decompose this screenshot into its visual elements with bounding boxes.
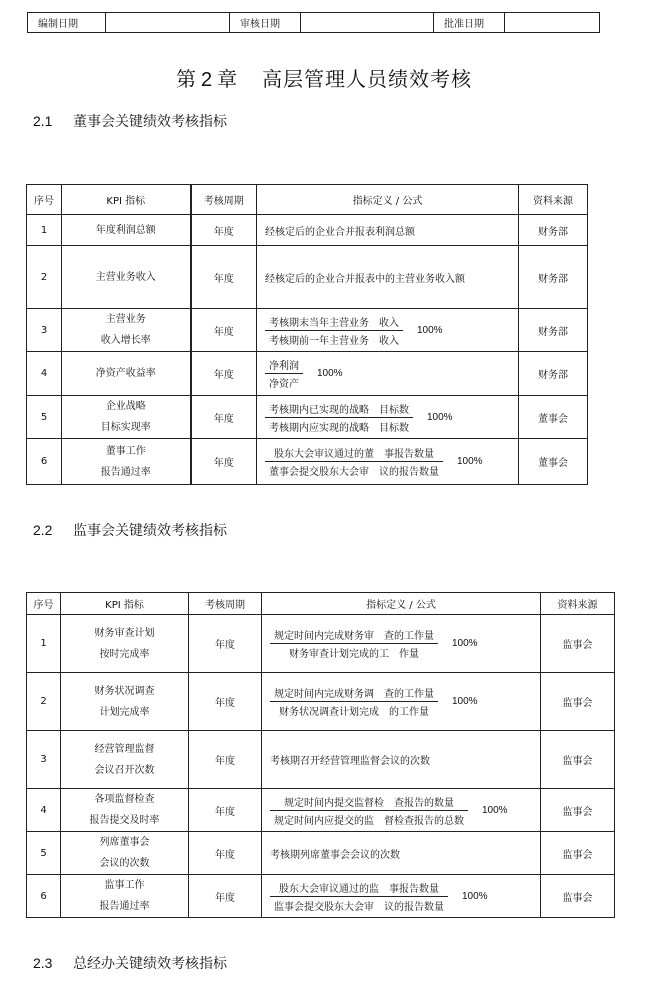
row-definition <box>262 789 541 832</box>
formula-numerator: 规定时间内完成财务审 查的工作量 <box>270 627 438 644</box>
row-kpi-name <box>62 439 191 485</box>
row-seq: 1 <box>27 615 61 673</box>
formula <box>265 401 453 434</box>
kpi-name-line: 列席董事会 <box>99 837 150 848</box>
column-header-definition: 指标定义 / 公式 <box>257 185 519 215</box>
row-period: 年度 <box>191 352 257 396</box>
fraction <box>270 794 468 827</box>
row-definition <box>257 439 519 485</box>
row-period: 年度 <box>191 215 257 246</box>
row-period: 年度 <box>189 673 262 731</box>
table-row <box>27 309 588 352</box>
fraction <box>265 445 443 478</box>
row-definition <box>262 875 541 918</box>
kpi-name-line: 报告通过率 <box>99 901 150 912</box>
row-source: 财务部 <box>519 352 588 396</box>
kpi-name-line: 按时完成率 <box>99 648 150 660</box>
row-period: 年度 <box>189 615 262 673</box>
row-kpi-name <box>61 789 189 832</box>
fraction <box>265 357 303 390</box>
row-source: 财务部 <box>519 215 588 246</box>
definition-text: 经核定后的企业合并报表利润总额 <box>265 226 415 238</box>
row-definition <box>257 246 519 309</box>
kpi-name-line: 会议的次数 <box>99 858 150 869</box>
kpi-name-line: 年度利润总额 <box>95 224 156 236</box>
column-header-kpi: KPI 指标 <box>61 593 189 615</box>
row-seq: 5 <box>27 832 61 875</box>
row-period: 年度 <box>191 439 257 485</box>
kpi-name-line: 报告通过率 <box>100 466 151 478</box>
table-row <box>27 246 588 309</box>
table-row <box>27 215 588 246</box>
row-seq: 5 <box>27 396 62 439</box>
definition-text: 考核期召开经营管理监督会议的次数 <box>270 756 430 767</box>
row-source: 财务部 <box>519 246 588 309</box>
board-kpi-table <box>26 184 588 485</box>
formula-percent: 100% <box>462 890 488 902</box>
row-kpi-name <box>62 215 191 246</box>
row-period: 年度 <box>189 789 262 832</box>
table-row <box>27 731 615 789</box>
row-kpi-name <box>61 615 189 673</box>
row-kpi-name <box>62 309 191 352</box>
chapter-suffix: 章 <box>217 67 239 91</box>
column-header-period: 考核周期 <box>189 593 262 615</box>
row-kpi-name <box>61 731 189 789</box>
kpi-name-line: 净资产收益率 <box>95 368 156 379</box>
formula-percent: 100% <box>452 696 478 707</box>
fraction <box>265 314 403 347</box>
kpi-name-line: 财务状况调查 <box>94 685 155 697</box>
formula-percent: 100% <box>452 638 478 649</box>
section-number: 2.2 <box>33 522 53 538</box>
column-header-seq: 序号 <box>27 185 62 215</box>
section-heading-2-1 <box>33 111 227 131</box>
approve-date-label: 批准日期 <box>434 13 505 33</box>
row-source: 董事会 <box>519 439 588 485</box>
section-number: 2.1 <box>33 113 53 129</box>
row-source: 监事会 <box>541 832 615 875</box>
row-seq: 3 <box>27 731 61 789</box>
table-row <box>27 673 615 731</box>
row-seq: 1 <box>27 215 62 246</box>
section-title: 董事会关键绩效考核指标 <box>73 114 227 130</box>
row-kpi-name <box>61 875 189 918</box>
formula-numerator: 股东大会审议通过的董 事报告数量 <box>265 445 443 462</box>
row-definition <box>257 352 519 396</box>
row-definition <box>262 673 541 731</box>
table-row <box>27 439 588 485</box>
kpi-name-line: 报告提交及时率 <box>89 815 160 826</box>
row-source: 监事会 <box>541 615 615 673</box>
row-period: 年度 <box>189 875 262 918</box>
row-definition <box>257 309 519 352</box>
row-kpi-name <box>61 673 189 731</box>
kpi-name-line: 主营业务收入 <box>95 271 156 283</box>
table-row <box>27 396 588 439</box>
row-period: 年度 <box>189 731 262 789</box>
formula-percent: 100% <box>417 324 443 336</box>
formula-denominator: 监事会提交股东大会审 议的报告数量 <box>274 901 444 913</box>
row-source: 财务部 <box>519 309 588 352</box>
row-seq: 6 <box>27 439 62 485</box>
section-number: 2.3 <box>33 955 53 971</box>
formula <box>265 357 343 390</box>
row-period: 年度 <box>191 309 257 352</box>
row-seq: 4 <box>27 352 62 396</box>
formula <box>270 794 508 827</box>
row-seq: 2 <box>27 673 61 731</box>
kpi-name-line: 企业战略 <box>105 401 146 412</box>
kpi-name-line: 董事工作 <box>105 445 146 457</box>
row-source: 监事会 <box>541 673 615 731</box>
row-source: 监事会 <box>541 789 615 832</box>
section-title: 总经办关键绩效考核指标 <box>73 956 227 972</box>
row-kpi-name <box>62 396 191 439</box>
approve-date-value <box>505 13 600 33</box>
row-source: 监事会 <box>541 875 615 918</box>
formula-percent: 100% <box>317 368 343 379</box>
compile-date-value <box>106 13 230 33</box>
row-source: 董事会 <box>519 396 588 439</box>
supervisory-kpi-table <box>26 592 615 918</box>
kpi-name-line: 各项监督检查 <box>94 794 155 805</box>
formula-denominator: 考核期前一年主营业务 收入 <box>269 335 399 347</box>
column-header-source: 资料来源 <box>541 593 615 615</box>
kpi-name-line: 监事工作 <box>104 880 145 891</box>
row-seq: 3 <box>27 309 62 352</box>
review-date-value <box>301 13 434 33</box>
formula-numerator: 考核期内已实现的战略 目标数 <box>265 401 413 418</box>
review-date-label: 审核日期 <box>230 13 301 33</box>
kpi-name-line: 目标实现率 <box>100 422 151 433</box>
fraction <box>265 401 413 434</box>
fraction <box>270 627 438 660</box>
row-period: 年度 <box>189 832 262 875</box>
row-definition <box>262 615 541 673</box>
formula <box>270 685 478 718</box>
kpi-name-line: 经营管理监督 <box>94 743 155 755</box>
fraction <box>270 880 448 913</box>
column-header-seq: 序号 <box>27 593 61 615</box>
formula-numerator: 股东大会审议通过的监 事报告数量 <box>270 880 448 897</box>
formula-percent: 100% <box>482 804 508 816</box>
chapter-name: 高层管理人员绩效考核 <box>262 67 473 91</box>
column-header-definition: 指标定义 / 公式 <box>262 593 541 615</box>
row-seq: 4 <box>27 789 61 832</box>
row-definition <box>262 832 541 875</box>
approval-header-table <box>27 12 600 33</box>
formula-denominator: 规定时间内应提交的监 督检查报告的总数 <box>274 815 464 827</box>
formula <box>265 445 483 478</box>
formula <box>265 314 443 347</box>
row-kpi-name <box>62 246 191 309</box>
row-period: 年度 <box>191 396 257 439</box>
row-source: 监事会 <box>541 731 615 789</box>
table-row <box>27 789 615 832</box>
kpi-name-line: 财务审查计划 <box>94 627 155 639</box>
definition-text: 经核定后的企业合并报表中的主营业务收入额 <box>265 273 465 285</box>
table-row <box>27 615 615 673</box>
kpi-name-line: 收入增长率 <box>100 335 151 346</box>
kpi-name-line: 计划完成率 <box>99 706 150 718</box>
table-row <box>27 352 588 396</box>
section-title: 监事会关键绩效考核指标 <box>73 523 227 539</box>
formula-denominator: 考核期内应实现的战略 目标数 <box>269 422 409 434</box>
table-row <box>27 832 615 875</box>
chapter-prefix: 第 <box>175 67 197 91</box>
compile-date-label: 编制日期 <box>28 13 106 33</box>
formula-percent: 100% <box>427 411 453 423</box>
formula-denominator: 净资产 <box>269 379 299 390</box>
fraction <box>270 685 438 718</box>
row-seq: 2 <box>27 246 62 309</box>
chapter-title <box>0 63 648 92</box>
column-header-period: 考核周期 <box>191 185 257 215</box>
formula-denominator: 董事会提交股东大会审 议的报告数量 <box>269 467 439 478</box>
formula <box>270 627 478 660</box>
row-period: 年度 <box>191 246 257 309</box>
kpi-name-line: 会议召开次数 <box>94 764 155 776</box>
formula-numerator: 考核期末当年主营业务 收入 <box>265 314 403 331</box>
chapter-number: 2 <box>200 69 214 91</box>
formula <box>270 880 488 913</box>
formula-numerator: 规定时间内完成财务调 查的工作量 <box>270 685 438 702</box>
column-header-source: 资料来源 <box>519 185 588 215</box>
formula-numerator: 规定时间内提交监督检 查报告的数量 <box>270 794 468 811</box>
section-heading-2-2 <box>33 520 227 540</box>
column-header-kpi: KPI 指标 <box>62 185 191 215</box>
formula-percent: 100% <box>457 456 483 467</box>
kpi-name-line: 主营业务 <box>105 314 146 325</box>
formula-numerator: 净利润 <box>265 357 303 374</box>
row-kpi-name <box>61 832 189 875</box>
table-header-row <box>27 593 615 615</box>
row-definition <box>257 215 519 246</box>
row-kpi-name <box>62 352 191 396</box>
formula-denominator: 财务审查计划完成的工 作量 <box>289 649 419 660</box>
formula-denominator: 财务状况调查计划完成 的工作量 <box>279 707 429 718</box>
table-row <box>27 875 615 918</box>
definition-text: 考核期列席董事会会议的次数 <box>270 849 400 861</box>
row-definition <box>262 731 541 789</box>
section-heading-2-3 <box>33 953 227 973</box>
row-seq: 6 <box>27 875 61 918</box>
table-header-row <box>27 185 588 215</box>
row-definition <box>257 396 519 439</box>
